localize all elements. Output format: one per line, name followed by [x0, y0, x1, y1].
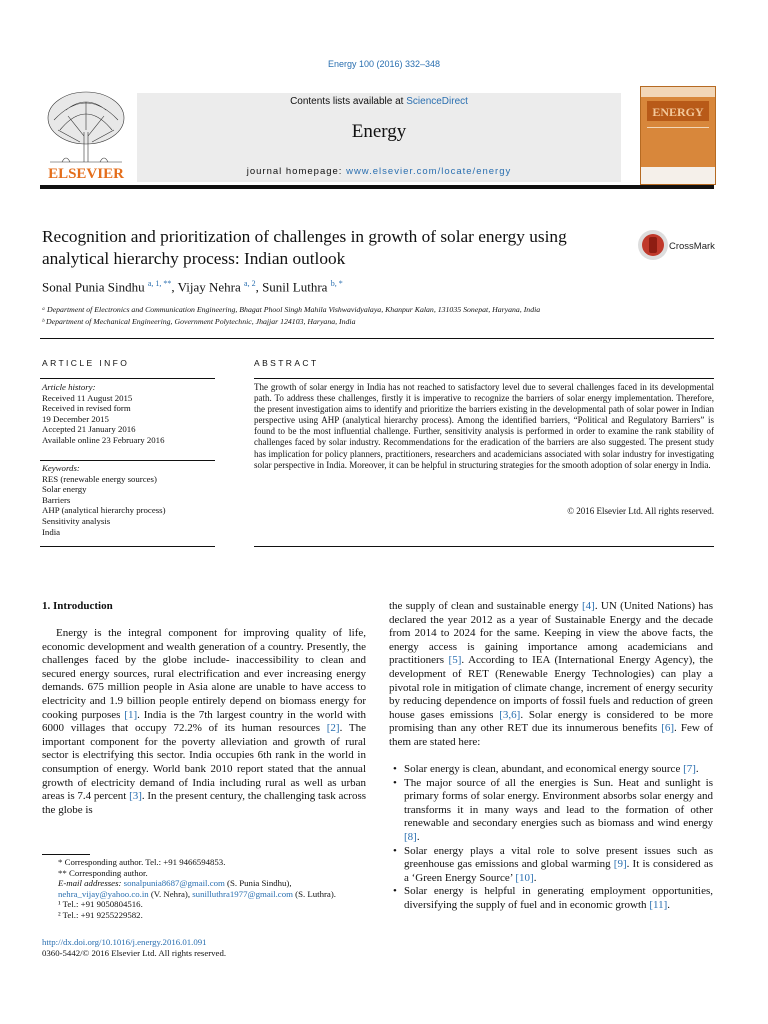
footnote-tel: ² Tel.: +91 9255229582.	[58, 909, 143, 920]
email-link[interactable]: sonalpunia8687@gmail.com	[123, 878, 225, 889]
body-text: the supply of clean and sustainable energy	[389, 600, 583, 612]
body-column-right	[389, 600, 713, 750]
abstract-heading: ABSTRACT	[254, 358, 319, 368]
keyword: Barriers	[42, 494, 71, 505]
body-text: . UN (United Nations) has declared the year 2012 as a year of Sustainable Energy and the decade from 2014 to 2024 for the same. Keeping in view the above facts, the energy access is gaining importance among academicians and practitioners	[389, 600, 713, 667]
citation-link[interactable]: [4]	[582, 600, 595, 612]
keyword: Solar energy	[42, 484, 87, 495]
author-affiliation-marks[interactable]: b, *	[330, 279, 343, 288]
keywords-label: Keywords:	[42, 463, 80, 473]
footnote-rule	[42, 854, 90, 855]
body-text: . In the present century, the challenging task across the globe is	[42, 790, 366, 816]
journal-cover-image[interactable]	[640, 86, 716, 185]
body-text: . The important component for the poverty alleviation and growth of rural sector is electrifying this sector. India occupies 6th rank in the world in consumption of energy. World bank 2010 report stated that the annual growth of electricity demand of India including rural as well as urban areas is 7.4 percent	[42, 722, 366, 803]
body-text: . Few of them are stated here:	[389, 722, 713, 748]
elsevier-logo[interactable]	[40, 86, 132, 183]
section-heading: 1. Introduction	[42, 600, 113, 612]
body-text: The major source of all the energies is Sun. Heat and sunlight is primary forms of solar energy. Environment absorbs solar energy and transforms it in many ways and lead to the formation of other renewable and secondary energies such as biomass and wind energy	[404, 776, 713, 830]
citation-link[interactable]: [9]	[613, 858, 627, 871]
email-owner: (V. Nehra),	[148, 888, 193, 899]
history-item: Received in revised form	[42, 403, 131, 414]
body-column-left	[42, 627, 366, 817]
body-text: . It is considered as a ‘Green Energy Source’	[404, 858, 713, 884]
author-affiliation-marks[interactable]: a, 2	[244, 279, 256, 288]
affiliation-b: ᵇ Department of Mechanical Engineering, Government Polytechnic, Jhajjar 124103, Haryana, India	[42, 317, 356, 326]
email-owner: (S. Luthra).	[292, 888, 336, 899]
journal-name: Energy	[351, 121, 407, 142]
author-name[interactable]: Vijay Nehra	[177, 279, 241, 295]
benefits-list	[389, 763, 713, 913]
author-affiliation-marks[interactable]: a, 1, **	[147, 279, 172, 288]
abstract-copyright: © 2016 Elsevier Ltd. All rights reserved.	[567, 506, 714, 516]
contents-line	[137, 96, 621, 107]
history-item: Accepted 21 January 2016	[42, 424, 136, 435]
contents-prefix: Contents lists available at	[290, 96, 407, 107]
author-name[interactable]: Sonal Punia Sindhu	[42, 279, 145, 295]
issn-line: 0360-5442/© 2016 Elsevier Ltd. All rights reserved.	[42, 948, 227, 958]
elsevier-tree-icon	[40, 86, 132, 183]
keyword: Sensitivity analysis	[42, 515, 111, 526]
sciencedirect-link[interactable]: ScienceDirect	[406, 96, 468, 107]
keyword: India	[42, 526, 61, 537]
keywords	[42, 463, 217, 537]
journal-homepage	[137, 166, 621, 177]
body-text: Solar energy is clean, abundant, and economical energy source	[404, 763, 684, 775]
list-item	[389, 885, 713, 912]
divider	[40, 378, 215, 379]
body-text: Energy is the integral component for improving quality of life, economic development and wealth generation of a country. Presently, the challenges faced by the globe include- inaccessibility to clean and secured energy sources, rural electrification and ever increasing energy demands. 675 million people in Asia alone are unable to have access to electricity and 1.9 billion people entirely depend on biomass energy for cooking purposes	[42, 627, 366, 721]
divider	[40, 546, 215, 547]
citation-link[interactable]: [3,6]	[499, 708, 521, 721]
keyword: RES (renewable energy sources)	[42, 473, 157, 484]
citation-link[interactable]: [2]	[326, 722, 340, 735]
email-label: E-mail addresses:	[58, 878, 122, 889]
footnote-corresponding: * Corresponding author. Tel.: +91 9466594853.	[58, 857, 226, 867]
email-link[interactable]: sunilluthra1977@gmail.com	[192, 888, 293, 899]
divider	[40, 460, 215, 461]
journal-citation[interactable]: Energy 100 (2016) 332–348	[327, 59, 441, 69]
article-info-heading: ARTICLE INFO	[42, 358, 130, 368]
crossmark-label: CrossMark	[669, 241, 715, 252]
body-text: .	[416, 830, 420, 843]
history-label: Article history:	[42, 382, 96, 392]
crossmark-badge[interactable]	[637, 228, 717, 262]
body-text: .	[695, 763, 699, 775]
citation-link[interactable]: [5]	[448, 654, 462, 667]
list-item	[389, 763, 713, 777]
body-text: . According to IEA (International Energy Agency), the development of RET (Renewable Energy Technologies) can play a pivotal role in mitigation of climate change, increment of energy security by reducing dependence on imports of fossil fuels and reduction of green house gases emissions	[389, 654, 713, 721]
history-item: 19 December 2015	[42, 413, 109, 424]
footnotes	[42, 857, 372, 921]
title-rule	[40, 338, 714, 339]
footnote-corresponding: ** Corresponding author.	[58, 867, 148, 878]
citation-link[interactable]: [7]	[683, 763, 696, 775]
body-text: .	[667, 898, 670, 911]
homepage-prefix: journal homepage:	[246, 166, 347, 177]
journal-cover-graphic	[641, 87, 715, 184]
keyword: AHP (analytical hierarchy process)	[42, 505, 166, 516]
author-list: Sonal Punia Sindhu $^{a, 1, **}$, Vijay Nehra $^{a, 2}$, Sunil Luthra $^{b, *}$	[42, 279, 343, 295]
doi-link[interactable]: http://dx.doi.org/10.1016/j.energy.2016.01.091	[42, 937, 207, 947]
citation-link[interactable]: [6]	[661, 722, 675, 735]
body-text: . India is the 7th largest country in the world with 6000 villages that occupy 72.2% of its human resources	[42, 708, 366, 735]
footnote-tel: ¹ Tel.: +91 9050804516.	[58, 899, 143, 910]
email-link[interactable]: nehra_vijay@yahoo.co.in	[58, 888, 149, 899]
abstract-text: The growth of solar energy in India has not reached to satisfactory level due to several challenges faced in its developmental path. To address these challenges, firstly it is imperative to recognize the barriers of solar energy implementation. Therefore, the present investigation aims to identify and prioritize the barriers existing in the developmental path of solar power in Indian perspective using AHP (analytical hierarchy process). Among the identified barriers, “Political and Regulatory Barriers” is found to be the most influential challenge. Further, sensitivity analysis is performed in order to examine the rank stability of challenges faced by solar industry. Recommendations for the eradication of the barriers are also suggested. The present study has implication for policy planners, practitioners, researchers and academicians associated with solar industry for investigating solar perspective in India. Moreover, it can be helpful in structuring strategies for the smooth adoption of solar energy in India.	[254, 382, 714, 470]
divider	[254, 378, 714, 379]
citation-link[interactable]: [11]	[649, 898, 668, 911]
article-title: Recognition and prioritization of challenges in growth of solar energy using analytical hierarchy process: Indian outlook	[42, 227, 567, 268]
affiliation-a: ᵃ Department of Electronics and Communication Engineering, Bhagat Phool Singh Mahila Vishwavidyalaya, Khanpur Kalan, 131035 Sonepat, Haryana, India	[42, 305, 541, 314]
citation-link[interactable]: [8]	[404, 830, 417, 843]
history-item: Received 11 August 2015	[42, 392, 133, 403]
doi-block	[42, 937, 226, 959]
cover-title: ENERGY	[652, 105, 704, 119]
citation-link[interactable]: [3]	[129, 790, 142, 803]
citation-link[interactable]: [1]	[124, 708, 138, 721]
body-text: . Solar energy is considered to be more promising than any other RET due its innumerous benefits	[389, 708, 713, 735]
publisher-name: ELSEVIER	[48, 166, 124, 182]
footnote-emails	[42, 878, 372, 899]
email-owner: (S. Punia Sindhu),	[224, 878, 292, 889]
header-rule	[40, 185, 714, 189]
journal-banner	[137, 93, 621, 182]
history-item: Available online 23 February 2016	[42, 434, 165, 445]
homepage-link[interactable]: www.elsevier.com/locate/energy	[346, 166, 512, 177]
list-item	[389, 777, 713, 845]
body-text: Solar energy is helpful in generating employment opportunities, diversifying the supply of fuel and in economic growth	[404, 885, 713, 911]
divider	[254, 546, 714, 547]
author-name[interactable]: Sunil Luthra	[262, 279, 328, 295]
body-text: .	[533, 871, 537, 884]
body-text: Solar energy plays a vital role to solve present issues such as greenhouse gas emissions and global warming	[404, 844, 713, 871]
citation-link[interactable]: [10]	[515, 871, 534, 884]
list-item	[389, 845, 713, 886]
article-history	[42, 382, 217, 446]
